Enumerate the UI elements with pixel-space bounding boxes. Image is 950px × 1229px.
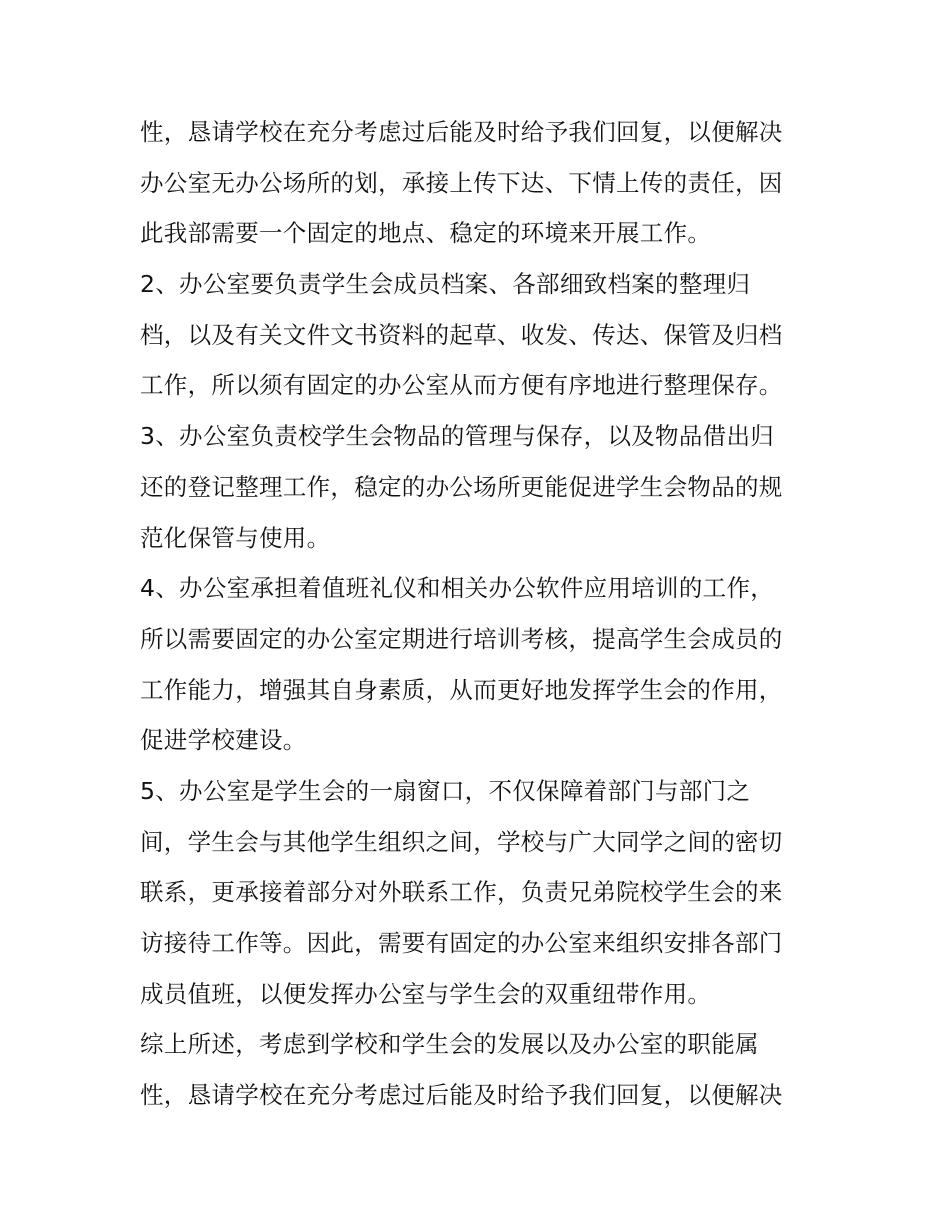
text-line: 工作，所以须有固定的办公室从而方便有序地进行整理保存。: [140, 371, 783, 400]
text-line: 档，以及有关文件文书资料的起草、收发、传达、保管及归档: [140, 320, 783, 349]
text-line: 成员值班，以便发挥办公室与学生会的双重纽带作用。: [140, 979, 712, 1008]
text-line: 还的登记整理工作，稳定的办公场所更能促进学生会物品的规: [140, 472, 783, 501]
text-line: 间，学生会与其他学生组织之间，学校与广大同学之间的密切: [140, 827, 783, 856]
text-line: 3、办公室负责校学生会物品的管理与保存，以及物品借出归: [140, 422, 775, 451]
text-line: 联系，更承接着部分对外联系工作，负责兄弟院校学生会的来: [140, 878, 783, 907]
text-line: 性，恳请学校在充分考虑过后能及时给予我们回复，以便解决: [140, 118, 783, 146]
text-line: 促进学校建设。: [140, 726, 307, 755]
text-line: 5、办公室是学生会的一扇窗口，不仅保障着部门与部门之: [140, 776, 751, 805]
text-line: 4、办公室承担着值班礼仪和相关办公软件应用培训的工作，: [140, 574, 775, 603]
text-line: 访接待工作等。因此，需要有固定的办公室来组织安排各部门: [140, 929, 783, 957]
text-line: 综上所述，考虑到学校和学生会的发展以及办公室的职能属: [140, 1030, 759, 1059]
text-line: 此我部需要一个固定的地点、稳定的环境来开展工作。: [140, 219, 712, 248]
text-line: 2、办公室要负责学生会成员档案、各部细致档案的整理归: [140, 270, 751, 299]
text-line: 范化保管与使用。: [140, 523, 331, 552]
text-line: 工作能力，增强其自身素质，从而更好地发挥学生会的作用，: [140, 675, 783, 704]
text-line: 办公室无办公场所的划，承接上传下达、下情上传的责任，因: [140, 168, 783, 197]
text-line: 性，恳请学校在充分考虑过后能及时给予我们回复，以便解决: [140, 1081, 783, 1110]
body-text: [140, 107, 830, 1121]
text-line: 所以需要固定的办公室定期进行培训考核，提高学生会成员的: [140, 624, 783, 653]
